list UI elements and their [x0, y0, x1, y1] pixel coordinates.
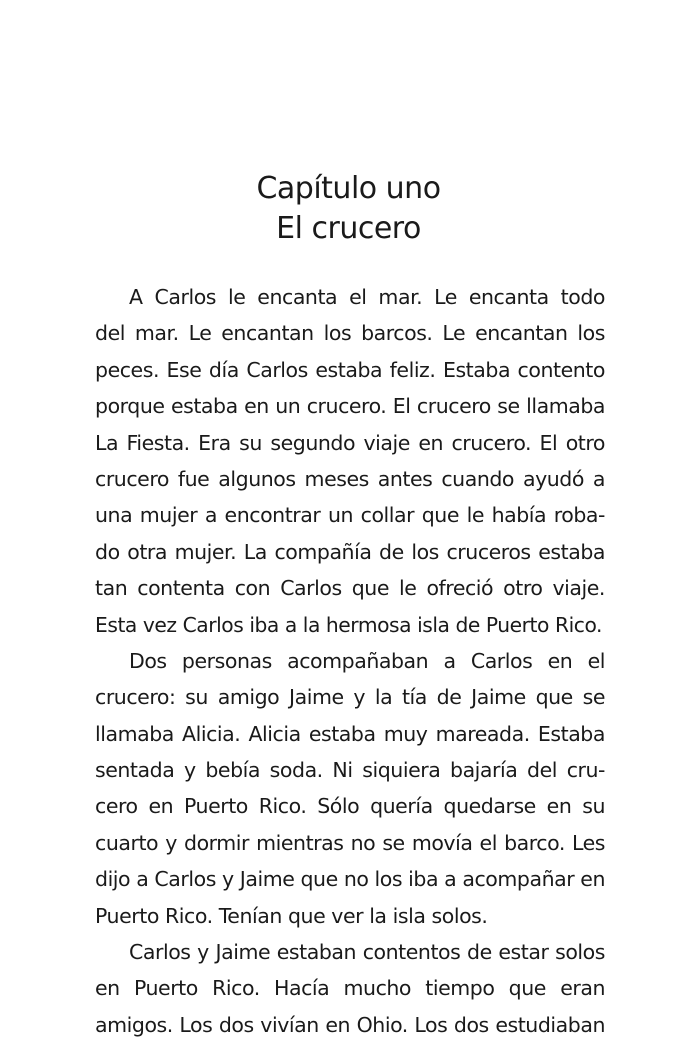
text-line: tan contenta con Carlos que le ofreció otro viaje.: [95, 576, 605, 601]
text-line: Esta vez Carlos iba a la hermosa isla de Puerto Rico.: [95, 612, 603, 637]
text-line: llamaba Alicia. Alicia estaba muy mareada. Estaba: [95, 721, 605, 746]
text-line: Dos personas acompañaban a Carlos en el: [129, 648, 605, 673]
chapter-body: [95, 279, 605, 1043]
text-line: una mujer a encontrar un collar que le había roba-: [95, 503, 605, 528]
text-line: amigos. Los dos vivían en Ohio. Los dos estudiaban: [95, 1012, 605, 1037]
text-line: cero en Puerto Rico. Sólo quería quedarse en su: [95, 794, 605, 819]
text-line: crucero fue algunos meses antes cuando ayudó a: [95, 466, 605, 491]
chapter-title: El crucero: [276, 211, 421, 246]
text-line: dijo a Carlos y Jaime que no los iba a acompañar en: [95, 867, 605, 892]
text-line: La Fiesta. Era su segundo viaje en crucero. El otro: [95, 430, 605, 455]
text-line: do otra mujer. La compañía de los cruceros estaba: [95, 539, 605, 564]
text-line: del mar. Le encantan los barcos. Le encantan los: [95, 321, 605, 346]
text-line: A Carlos le encanta el mar. Le encanta todo: [129, 285, 605, 309]
text-line: Carlos y Jaime estaban contentos de estar solos: [129, 940, 605, 965]
text-line: sentada y bebía soda. Ni siquiera bajaría del cru-: [95, 758, 605, 783]
text-line: Puerto Rico. Tenían que ver la isla solos.: [95, 903, 488, 928]
chapter-number: Capítulo uno: [256, 171, 441, 206]
text-line: porque estaba en un crucero. El crucero se llamaba: [95, 394, 605, 419]
text-line: en Puerto Rico. Hacía mucho tiempo que eran: [95, 976, 605, 1001]
text-line: crucero: su amigo Jaime y la tía de Jaime que se: [95, 685, 605, 710]
text-line: peces. Ese día Carlos estaba feliz. Estaba contento: [95, 357, 605, 382]
text-line: cuarto y dormir mientras no se movía el barco. Les: [95, 830, 605, 855]
